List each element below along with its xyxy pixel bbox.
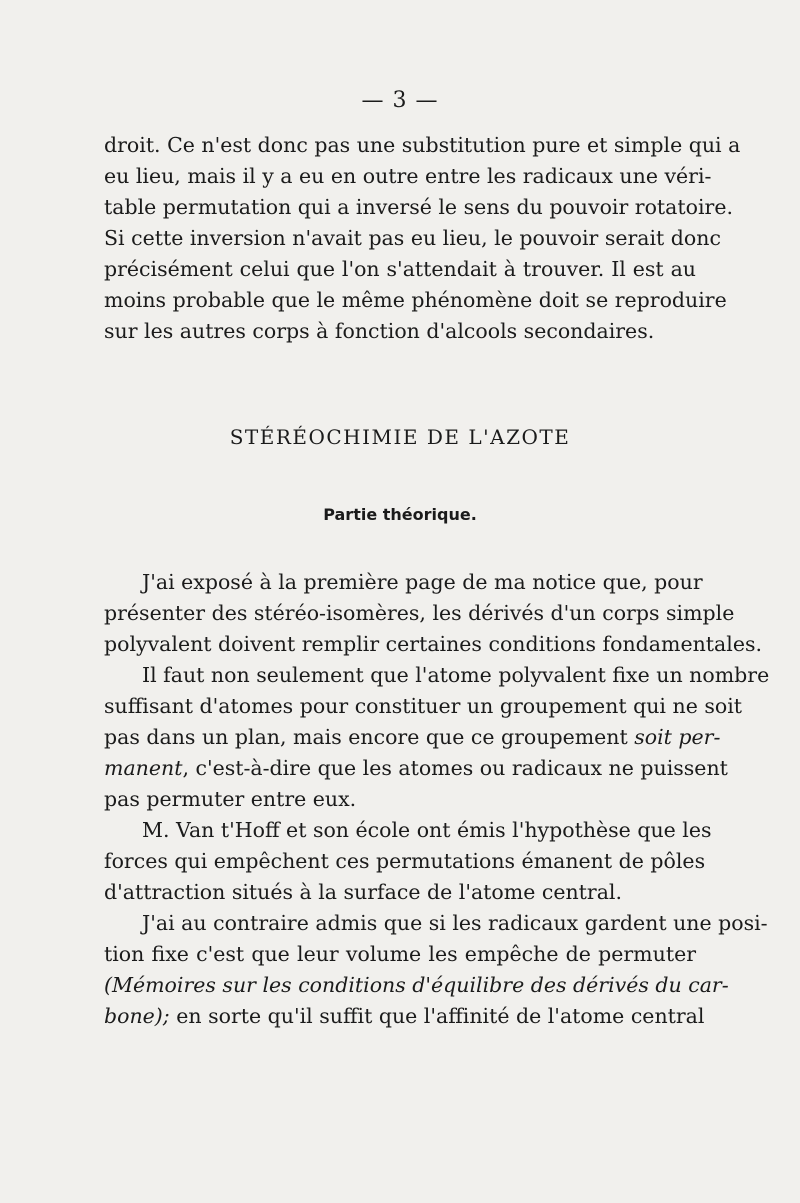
text-segment: en sorte qu'il suffit que l'affinité de l'atome central (169, 1004, 705, 1028)
text-line: précisément celui que l'on s'attendait à trouver. Il est au (104, 257, 696, 281)
italic-text: bone); (104, 1004, 170, 1028)
text-segment: pas dans un plan, mais encore que ce groupement (104, 725, 635, 749)
italic-text: (Mémoires sur les conditions d'équilibre des dérivés du car- (104, 973, 729, 997)
text-line: sur les autres corps à fonction d'alcools secondaires. (104, 319, 655, 343)
text-line: forces qui empêchent ces permutations émanent de pôles (104, 849, 706, 873)
text-line: tion fixe c'est que leur volume les empêche de permuter (104, 942, 696, 966)
text-segment: , c'est-à-dire que les atomes ou radicaux ne puissent (182, 756, 728, 780)
text-line: d'attraction situés à la surface de l'atome central. (104, 880, 622, 904)
text-line: M. Van t'Hoff et son école ont émis l'hypothèse que les (142, 818, 712, 842)
text-line: J'ai au contraire admis que si les radicaux gardent une posi- (142, 911, 768, 935)
text-line (104, 970, 729, 1000)
section-subheading: Partie théorique. (323, 505, 477, 524)
text-line: moins probable que le même phénomène doit se reproduire (104, 288, 727, 312)
text-line (104, 753, 728, 783)
text-line: suffisant d'atomes pour constituer un groupement qui ne soit (104, 694, 743, 718)
text-line: Il faut non seulement que l'atome polyvalent fixe un nombre (142, 663, 770, 687)
text-line (104, 722, 721, 752)
text-line: pas permuter entre eux. (104, 787, 357, 811)
text-line: J'ai exposé à la première page de ma notice que, pour (142, 570, 703, 594)
page-number: — 3 — (361, 88, 439, 113)
text-line: polyvalent doivent remplir certaines conditions fondamentales. (104, 632, 762, 656)
section-heading: STÉRÉOCHIMIE DE L'AZOTE (229, 425, 571, 449)
text-line: table permutation qui a inversé le sens du pouvoir rotatoire. (104, 195, 733, 219)
text-line: eu lieu, mais il y a eu en outre entre les radicaux une véri- (104, 164, 712, 188)
text-line: présenter des stéréo-isomères, les dérivés d'un corps simple (104, 601, 735, 625)
text-line: droit. Ce n'est donc pas une substitution pure et simple qui a (104, 133, 741, 157)
italic-text: soit per- (634, 725, 721, 749)
italic-text: manent (104, 756, 183, 780)
text-line: Si cette inversion n'avait pas eu lieu, le pouvoir serait donc (104, 226, 721, 250)
text-line (104, 1001, 705, 1031)
